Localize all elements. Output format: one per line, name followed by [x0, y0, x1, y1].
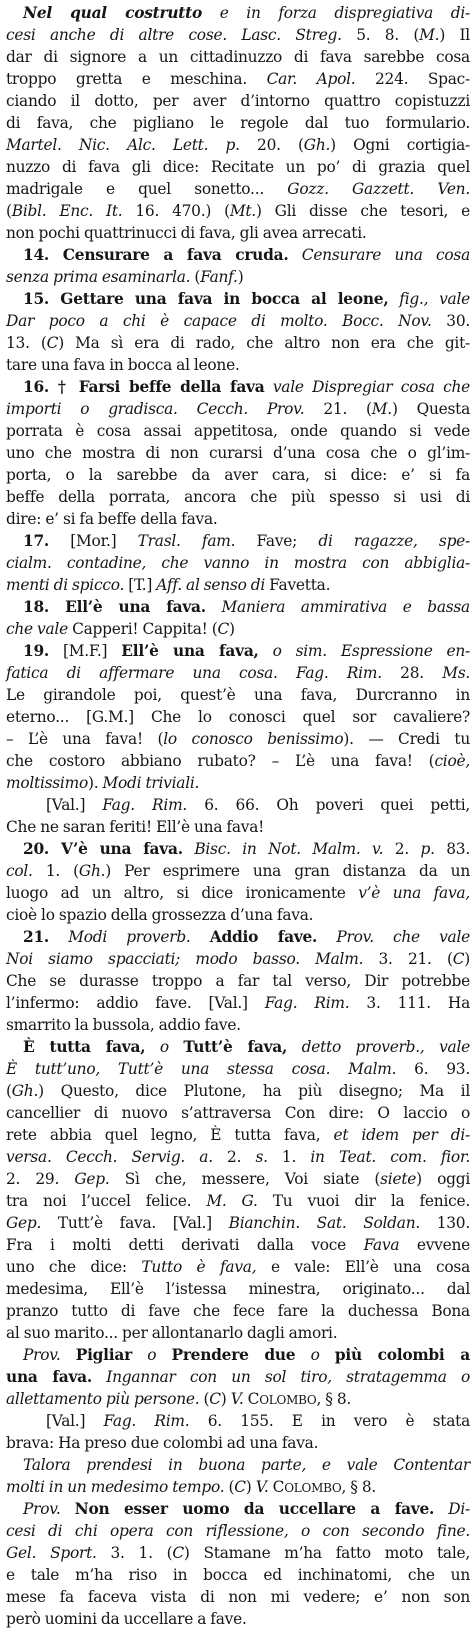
text-line: e tale m’ha riso in bocca ed inchinatomi, che un — [6, 1566, 470, 1584]
text-line: tra noi l’uccel felice. M. G. Tu vuoi dir la fenice. — [6, 1192, 470, 1210]
text-line: cesi anche di altre cose. Lasc. Streg. 5. 8. (M.) Il — [6, 26, 470, 44]
text-line: Gel. Sport. 3. 1. (C) Stamane m’ha fatto moto tale, — [6, 1544, 470, 1562]
text-line: Gep. Tutt’è fava. [Val.] Bianchin. Sat. Soldan. 130. — [6, 1214, 470, 1232]
text-line: Le girandole poi, quest’è una fava, Durcranno in — [6, 686, 470, 704]
text-line: dire: e’ si fa beffe della fava. — [6, 510, 218, 528]
text-line: fatica di affermare una cosa. Fag. Rim. 28. Ms. — [6, 664, 471, 682]
text-line: Nel qual costrutto e in forza dispregiativa di- — [23, 4, 470, 22]
text-line: 16. † Farsi beffe della fava vale Dispregiar cosa che — [23, 378, 470, 396]
text-line: Prov. Non esser uomo da uccellare a fave. Di- — [23, 1500, 470, 1518]
text-line: cancellier di nuovo s’attraversa Con dire: O laccio o — [6, 1104, 470, 1122]
text-line: Prov. Pigliar o Prendere due o più colombi a — [23, 1346, 470, 1364]
text-line: moltissimo). Modi triviali. — [6, 774, 200, 792]
text-line: non pochi quattrinucci di fava, gli avea arrecati. — [6, 224, 367, 242]
text-line: troppo gretta e meschina. Car. Apol. 224. Spac- — [6, 70, 470, 88]
text-line: [Val.] Fag. Rim. 6. 66. Oh poveri quei petti, — [46, 796, 471, 814]
text-line: versa. Cecch. Servig. a. 2. s. 1. in Teat. com. fior. — [6, 1148, 471, 1166]
text-line: Fra i molti detti derivati dalla voce Fava evvene — [6, 1236, 470, 1254]
text-line: tare una fava in bocca al leone. — [6, 356, 240, 374]
text-line: 19. [M.F.] Ell’è una fava, o sim. Espressione en- — [23, 642, 470, 660]
text-line: pranzo tutto di fave che fece fare la duchessa Bona — [6, 1302, 470, 1320]
text-line: col. 1. (Gh.) Per esprimere una gran distanza da un — [6, 862, 470, 880]
text-line: È tutta fava, o Tutt’è fava, detto proverb., vale — [23, 1038, 470, 1056]
text-line: molti in un medesimo tempo. (C) V. COLOMBO, § 8. — [6, 1478, 377, 1496]
text-line: ciando il dotto, per aver d’intorno quattro copistuzzi — [6, 92, 470, 110]
text-line: cialm. contadine, che vanno in mostra con abbiglia- — [6, 554, 470, 572]
text-line: una fava. Ingannar con un sol tiro, stratagemma o — [6, 1368, 470, 1386]
text-line: uno che mostra di non curarsi d’una cosa che o gl’im- — [6, 444, 470, 462]
text-line: porta, o la sarebbe da aver cara, si dice: e’ si fa — [6, 466, 470, 484]
text-line: menti di spicco. [T.] Aff. al senso di Favetta. — [6, 576, 331, 594]
text-line: Noi siamo spacciati; modo basso. Malm. 3. 21. (C) — [6, 950, 470, 968]
text-line: allettamento più persone. (C) V. COLOMBO, § 8. — [6, 1390, 352, 1408]
text-line: beffe della porrata, ancora che più spesso si usi di — [6, 488, 470, 506]
text-line: Che ne saran feriti! Ell’è una fava! — [6, 818, 265, 836]
text-line: Che se durasse troppo a far tal verso, Dir potrebbe — [6, 972, 470, 990]
text-line: cesi di chi opera con riflessione, o con secondo fine. — [6, 1522, 470, 1540]
text-line: Dar poco a chi è capace di molto. Bocc. Nov. 30. — [6, 312, 470, 330]
text-line: 14. Censurare a fava cruda. Censurare una cosa — [23, 246, 470, 264]
text-line: 20. V’è una fava. Bisc. in Not. Malm. v. 2. p. 83. — [23, 840, 470, 858]
text-line: Martel. Nic. Alc. Lett. p. 20. (Gh.) Ogni cortigia- — [6, 136, 471, 154]
text-line: Talora prendesi in buona parte, e vale Contentar — [23, 1456, 470, 1474]
text-line: È tutt’uno, Tutt’è una stessa cosa. Malm. 6. 93. — [6, 1060, 470, 1078]
text-line: luogo ad un altro, si dice ironicamente v’è una fava, — [6, 884, 470, 902]
text-line: medesima, Ell’è l’istessa minestra, originato... dal — [6, 1280, 470, 1298]
text-line: madrigale e quel sonetto... Gozz. Gazzett. Ven. — [6, 180, 470, 198]
text-line: 2. 29. Gep. Sì che, messere, Voi siate (siete) oggi — [6, 1170, 470, 1188]
text-line: che costoro abbiano rubato? – L’è una fava! (cioè, — [6, 752, 470, 770]
text-line: brava: Ha preso due colombi ad una fava. — [6, 1434, 319, 1452]
text-line: 15. Gettare una fava in bocca al leone, fig., vale — [23, 290, 470, 308]
text-line: uno che dice: Tutto è fava, e vale: Ell’è una cosa — [6, 1258, 470, 1276]
text-line: di fava, che pigliano le regole dal tuo formulario. — [6, 114, 470, 132]
text-line: porrata è cosa assai appetitosa, onde quando si vede — [6, 422, 470, 440]
text-line: smarrito la bussola, addio fave. — [6, 1016, 241, 1034]
text-line: che vale Capperi! Cappita! (C) — [6, 620, 235, 638]
text-line: cioè lo spazio della grossezza d’una fava. — [6, 906, 314, 924]
text-line: eterno... [G.M.] Che lo conosci quel sor cavaliere? — [6, 708, 470, 726]
text-line: senza prima esaminarla. (Fanf.) — [6, 268, 244, 286]
text-line: (Gh.) Questo, dice Plutone, ha più disegno; Ma il — [6, 1082, 470, 1100]
text-line: 17. [Mor.] Trasl. fam. Fave; di ragazze, spe- — [23, 532, 470, 550]
text-line: 13. (C) Ma sì era di rado, che altro non era che git- — [6, 334, 470, 352]
text-line: 18. Ell’è una fava. Maniera ammirativa e bassa — [23, 598, 470, 616]
text-line: – L’è una fava! (lo conosco benissimo). — Credi tu — [6, 730, 470, 748]
text-line: [Val.] Fag. Rim. 6. 155. E in vero è stata — [46, 1412, 471, 1430]
text-line: al suo marito... per allontanarlo dagli amori. — [6, 1324, 338, 1342]
text-line: (Bibl. Enc. It. 16. 470.) (Mt.) Gli disse che tesori, e — [6, 202, 470, 220]
text-line: dar di signore a un cittadinuzzo di fava sarebbe cosa — [6, 48, 470, 66]
text-line: mese fa faceva vista di non mi vedere; e’ non son — [6, 1588, 470, 1606]
text-line: nuzzo di fava gli dice: Recitate un po’ di grazia quel — [6, 158, 470, 176]
text-line: l’infermo: addio fave. [Val.] Fag. Rim. 3. 111. Ha — [6, 994, 470, 1012]
text-line: rete abbia quel legno, È tutta fava, et idem per di- — [6, 1126, 470, 1144]
text-line: però uomini da uccellare a fave. — [6, 1610, 247, 1628]
text-line: 21. Modi proverb. Addio fave. Prov. che vale — [23, 928, 470, 946]
text-line: importi o gradisca. Cecch. Prov. 21. (M.) Questa — [6, 400, 471, 418]
